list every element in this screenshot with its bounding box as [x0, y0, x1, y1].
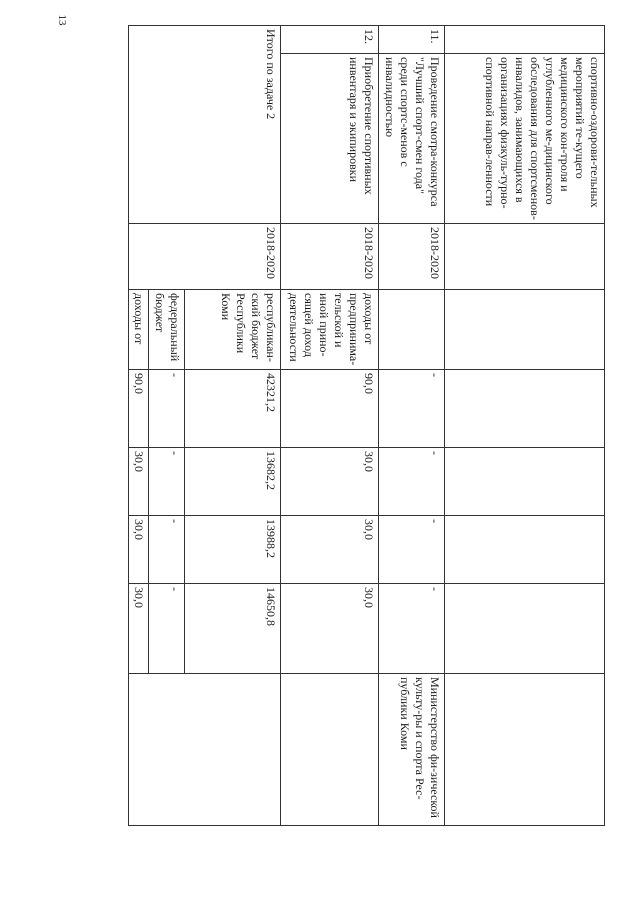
value-cell: -: [149, 370, 185, 448]
value-cell: 90,0: [129, 370, 149, 448]
value-cell: 30,0: [281, 516, 379, 584]
value-cell: -: [149, 516, 185, 584]
value-cell: -: [379, 516, 445, 584]
rotated-table-container: [85, 25, 605, 825]
executor-cell: [129, 674, 281, 826]
table-row: [281, 26, 379, 826]
page-number: 13: [56, 14, 68, 26]
table-row: [445, 26, 605, 826]
source-cell: доходы от предпринима-тельской и иной прино-сящей доход деятельности: [281, 290, 379, 370]
value-cell: -: [149, 448, 185, 516]
executor-cell: [445, 674, 605, 826]
value-cell: 13682,2: [185, 448, 281, 516]
total-row: [185, 26, 281, 826]
period-cell: 2018-2020: [281, 224, 379, 290]
program-table: [128, 25, 605, 826]
total-label: Итого по задаче 2: [129, 26, 281, 224]
row-number: 11.: [379, 26, 445, 54]
value-cell: 42321,2: [185, 370, 281, 448]
value-cell: -: [149, 584, 185, 674]
activity-name: спортивно-оздорови-тельных мероприятий те-кущего медицинского кон-троля и углубленного ме-дицинского обследования для спортсменов-инвалидов, занимающихся в организациях физкуль-турно-спортивной направ-ленности: [445, 54, 605, 224]
executor-cell: Министерство фи-зической культу-ры и спорта Рес-публики Коми: [379, 674, 445, 826]
value-cell: 30,0: [281, 584, 379, 674]
activity-name: Приобретение спортивных инвентаря и экипировки: [281, 54, 379, 224]
value-cell: -: [379, 370, 445, 448]
activity-name: Проведение смотра-конкурса "Лучший спорт-смен года" среди спортс-менов с инвалидностью: [379, 54, 445, 224]
value-cell: [445, 370, 605, 448]
period-cell: 2018-2020: [379, 224, 445, 290]
source-cell: [445, 290, 605, 370]
value-cell: [445, 448, 605, 516]
value-cell: 30,0: [281, 448, 379, 516]
value-cell: 30,0: [129, 584, 149, 674]
value-cell: 90,0: [281, 370, 379, 448]
table-row: [379, 26, 445, 826]
row-number: 12.: [281, 26, 379, 54]
executor-cell: [281, 674, 379, 826]
source-cell: доходы от: [129, 290, 149, 370]
row-number: [445, 26, 605, 54]
value-cell: -: [379, 448, 445, 516]
value-cell: [445, 584, 605, 674]
source-cell: [379, 290, 445, 370]
source-cell: федеральный бюджет: [149, 290, 185, 370]
period-cell: [445, 224, 605, 290]
value-cell: 30,0: [129, 516, 149, 584]
source-cell: республикан-ский бюджет Республики Коми: [185, 290, 281, 370]
value-cell: 14650,8: [185, 584, 281, 674]
value-cell: 13988,2: [185, 516, 281, 584]
value-cell: 30,0: [129, 448, 149, 516]
value-cell: [445, 516, 605, 584]
period-cell: 2018-2020: [129, 224, 281, 290]
value-cell: -: [379, 584, 445, 674]
